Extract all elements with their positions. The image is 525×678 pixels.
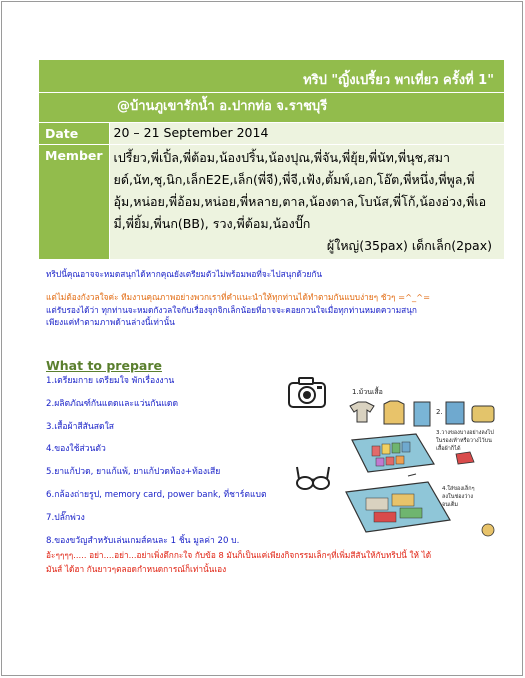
- prepare-item: 2.ผลิตภัณฑ์กันแดดและแว่นกันแดด: [46, 398, 179, 409]
- note-line-1: ทริปนี้คุณอาจจะหมดสนุกได้หากคุณยังเตรียมตัวไม่พร้อมพอที่จะไปสนุกด้วยกัน: [46, 269, 323, 279]
- sunglasses-icon: [293, 463, 333, 493]
- date-value: 20 – 21 September 2014: [109, 123, 504, 145]
- member-names: เปรี้ยว,พี่เปิ้ล,พี่ต้อม,น้องปริ้น,น้องปุณ,พี่จัน,พี่ยุ้ย,พี่นัท,พี่นุช,สมายด์,นัท,ชุ,นิก,เล็กE2E,เล็ก(พี่จี),พี่จี,เฟ้ง,ตั้มพ์,เอก,โอ๊ต,พี่หนึ่ง,พี่พูล,พี่อุ้ม,หน่อย,พี่อ้อม,หน่อย,พี่หลาย,ตาล,น้องตาล,โบนัส,พี่โก้,น้องอ่วง,พี่เอมี่,พี่ยิ้ม,พี่นก(BB), รวง,พี่ต้อม,น้องปั๊ก: [113, 150, 487, 231]
- step-3-label: 3.วางของบางอย่างลงไป ในรองเท้าหรือวางไว้บน เสื้อผ้าก็ได้: [436, 430, 494, 452]
- step-4-label: 4.ใส่ของเล็กๆ ลงในช่องว่าง จนเต็ม: [442, 486, 475, 508]
- note-line-4: เพียงแค่ทำตามภาพด้านล่างนี้เท่านั้น: [46, 317, 175, 327]
- trip-location: @บ้านภูเขารักน้ำ อ.ปากท่อ จ.ราชบุรี: [39, 93, 505, 123]
- packing-illustration: [338, 380, 510, 550]
- prepare-item: 1.เตรียมกาย เตรียมใจ พักเรื่องงาน: [46, 376, 175, 386]
- camera-icon: [286, 375, 328, 411]
- step-1-label: 1.ม้วนเสื้อ: [352, 388, 383, 396]
- date-label: Date: [39, 123, 110, 145]
- prepare-title: What to prepare: [46, 358, 162, 373]
- trip-title: ทริป "ญิ้งเปรี้ยว พาเที่ยว ครั้งที่ 1": [39, 60, 505, 93]
- prepare-item: 3.เสื้อผ้าสีสันสดใส: [46, 421, 115, 432]
- prepare-item: 5.ยาแก้ปวด, ยาแก้แพ้, ยาแก้ปวดท้อง+ท้องเสีย: [46, 467, 221, 478]
- prepare-item: 6.กล้องถ่ายรูป, memory card, power bank, ที่ชาร์ตแบต: [46, 489, 267, 500]
- prepare-item: 4.ของใช้ส่วนตัว: [46, 444, 106, 455]
- member-list: [109, 145, 504, 260]
- pax-count: ผู้ใหญ่(35pax) เด็กเล็ก(2pax): [326, 238, 492, 253]
- note-line-3: แต่รับรองได้ว่า ทุกท่านจะหมดกังวลใจกับเรื่องจุกจิกเล็กน้อยที่อาจจะคอยกวนใจเมื่อทุกท่านหมดความสนุก: [46, 305, 417, 315]
- prepare-list: [46, 375, 267, 557]
- warning-line-1: อ้ะๆๆๆๆ..... อย่า....อย่า...อย่าเพิ่งตึกกะใจ กับข้อ 8 มันก็เป็นแค่เพียงกิจกรรมเล็กๆที่เพิ่มสีสันให้กับทริปนี้ ให้ ได้: [46, 550, 432, 560]
- step-2-label: 2.: [436, 408, 443, 416]
- warning-line-2: มันส์ ได้ฮา กันยาวๆตลอดกำหนดการณ์ก็เท่านั้นเอง: [46, 564, 227, 574]
- prepare-item: 7.ปลั๊กพ่วง: [46, 512, 85, 523]
- trip-info-table: [38, 59, 505, 260]
- member-label: Member: [39, 145, 110, 260]
- warning-note: [46, 548, 431, 576]
- prepare-item: 8.ของขวัญสำหรับเล่นเกมส์คนละ 1 ชิ้น มูลค่า 20 บ.: [46, 535, 240, 546]
- note-line-2: แต่ไม่ต้องกังวลใจค่ะ ทีมงานคุณภาพอย่างพวกเราที่คำแนะนำให้ทุกท่านได้ทำตามกันแบบง่ายๆ ชัวๆ =^_^=: [46, 292, 431, 302]
